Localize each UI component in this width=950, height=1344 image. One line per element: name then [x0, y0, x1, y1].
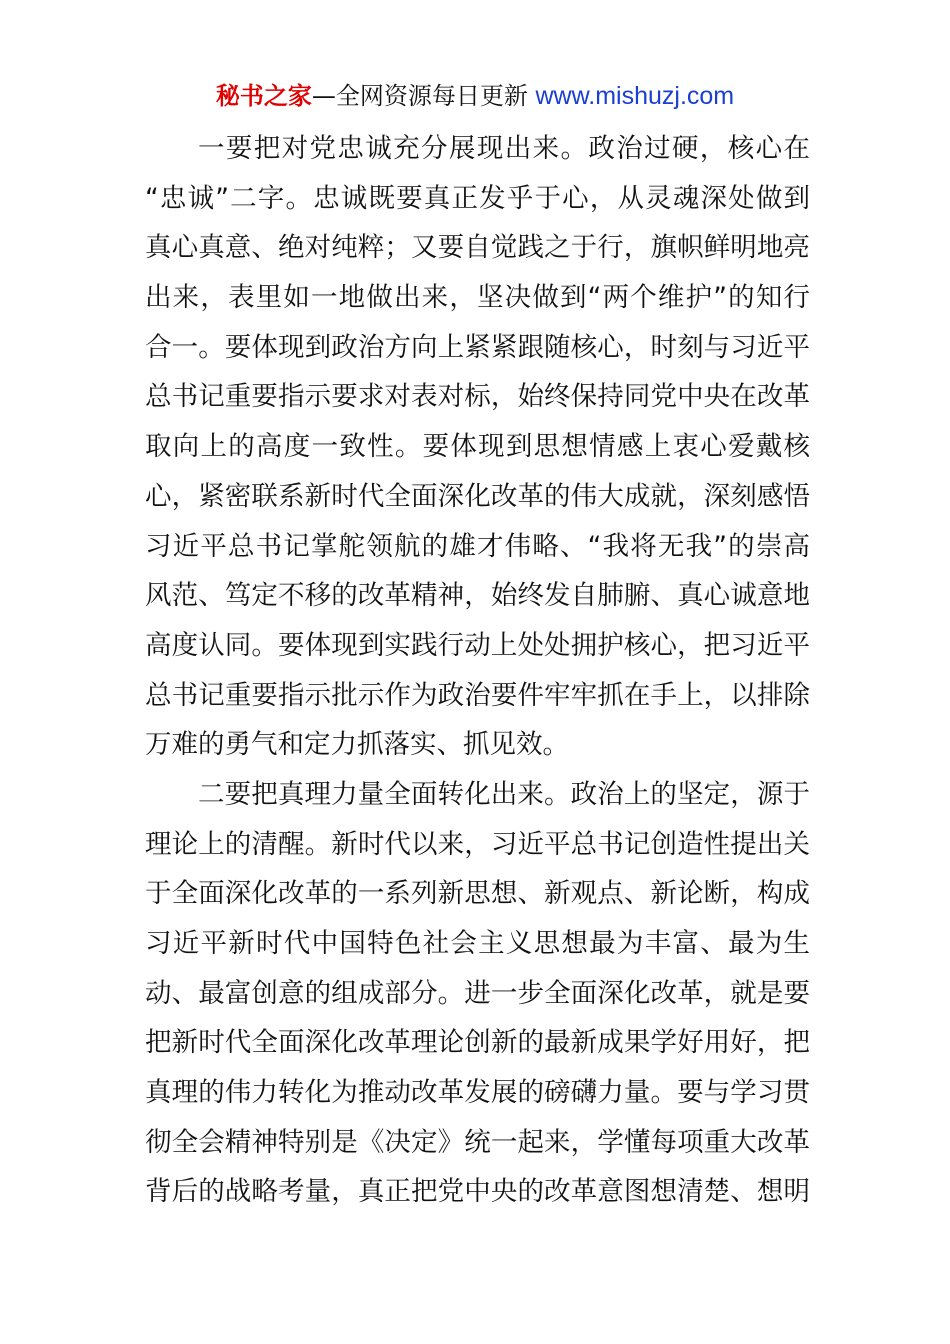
- paragraph-2: [145, 770, 810, 1217]
- text-line: 取向上的高度一致性。要体现到思想情感上衷心爱戴核: [145, 431, 810, 463]
- site-header: [0, 80, 950, 112]
- text-line: 彻全会精神特别是《决定》统一起来，学懂每项重大改革: [145, 1126, 810, 1158]
- text-line: 高度认同。要体现到实践行动上处处拥护核心，把习近平: [145, 629, 810, 661]
- text-line: 理论上的清醒。新时代以来，习近平总书记创造性提出关: [145, 828, 810, 860]
- text-line: 真理的伟力转化为推动改革发展的磅礴力量。要与学习贯: [145, 1077, 810, 1109]
- text-line: 习近平新时代中国特色社会主义思想最为丰富、最为生: [145, 928, 810, 959]
- text-line: 万难的勇气和定力抓落实、抓见效。: [145, 729, 569, 761]
- text-line: 把新时代全面深化改革理论创新的最新成果学好用好，把: [145, 1027, 810, 1059]
- text-line: 真心真意、绝对纯粹；又要自觉践之于行，旗帜鲜明地亮: [145, 232, 810, 264]
- text-line: 总书记重要指示要求对表对标，始终保持同党中央在改革: [145, 381, 810, 413]
- text-line: 合一。要体现到政治方向上紧紧跟随核心，时刻与习近平: [145, 331, 810, 363]
- text-line: “忠诚”二字。忠诚既要真正发乎于心，从灵魂深处做到: [145, 182, 810, 214]
- site-brand: 秘书之家: [215, 82, 312, 110]
- text-line: 习近平总书记掌舵领航的雄才伟略、“我将无我”的崇高: [145, 530, 810, 562]
- text-line: 出来，表里如一地做出来，坚决做到“两个维护”的知行: [145, 282, 810, 314]
- text-line: 动、最富创意的组成部分。进一步全面深化改革，就是要: [145, 977, 810, 1009]
- text-line: 一要把对党忠诚充分展现出来。政治过硬，核心在: [198, 133, 810, 164]
- text-line: 总书记重要指示批示作为政治要件牢牢抓在手上，以排除: [145, 679, 810, 711]
- text-line: 风范、笃定不移的改革精神，始终发自肺腑、真心诚意地: [145, 580, 810, 612]
- text-line: 心，紧密联系新时代全面深化改革的伟大成就，深刻感悟: [145, 480, 810, 512]
- text-line: 于全面深化改革的一系列新思想、新观点、新论断，构成: [145, 878, 810, 910]
- paragraph-1: [145, 124, 810, 770]
- site-tagline: —全网资源每日更新: [311, 82, 528, 110]
- text-line: 二要把真理力量全面转化出来。政治上的坚定，源于: [198, 778, 810, 810]
- text-line: 背后的战略考量，真正把党中央的改革意图想清楚、想明: [145, 1176, 810, 1208]
- document-body: [145, 124, 810, 1217]
- site-url-link[interactable]: www.mishuzj.com: [535, 82, 735, 110]
